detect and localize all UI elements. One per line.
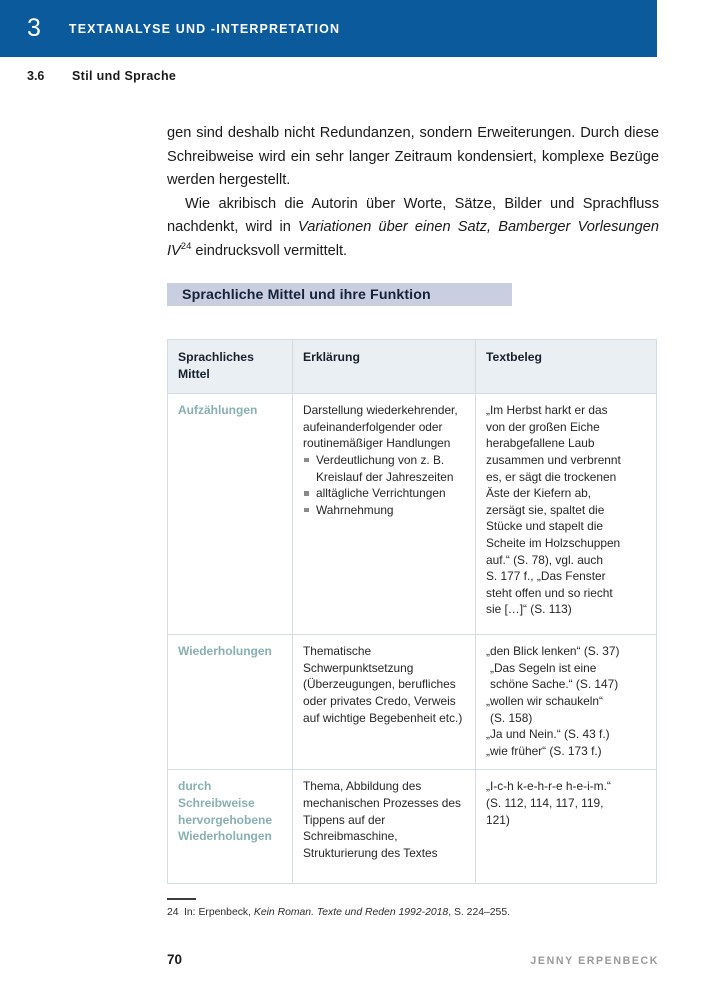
explanation-intro: Thematische Schwerpunktsetzung (Überzeugungen, berufliches oder privates Credo, Verweis auf wichtige Begebenheit etc.) <box>303 644 463 725</box>
list-item <box>303 452 465 485</box>
evidence-lines <box>486 402 646 618</box>
evidence-line: „wie früher“ (S. 173 f.) <box>486 743 602 758</box>
footnote-title-italic: Kein Roman. Texte und Reden 1992-2018 <box>253 907 449 918</box>
footnote-text-after: , S. 224–255. <box>448 907 511 918</box>
square-bullet-icon <box>304 458 309 463</box>
row-explanation <box>293 770 476 884</box>
info-box-heading <box>167 283 512 306</box>
chapter-header-bar <box>0 0 657 57</box>
paragraph-2-tail: eindrucksvoll vermittelt. <box>191 242 348 259</box>
evidence-line: „den Blick lenken“ (S. 37) <box>486 644 620 659</box>
square-bullet-icon <box>304 491 309 496</box>
row-explanation <box>293 394 476 635</box>
sprachliche-mittel-table <box>167 339 657 884</box>
list-item-label: Wahrnehmung <box>316 502 394 517</box>
paragraph-2-lead: Wie akribisch die Autorin über Worte, Sätze, Bilder und Sprachfluss nachdenkt, wird in <box>167 195 659 235</box>
body-text-column <box>167 122 659 263</box>
evidence-line: auf.“ (S. 78), vgl. auch <box>486 552 603 567</box>
list-item <box>303 485 465 502</box>
chapter-title: TEXTANALYSE UND -INTERPRETATION <box>68 21 341 36</box>
list-item <box>303 502 465 519</box>
paragraph-1: gen sind deshalb nicht Redundanzen, sondern Erweiterungen. Durch diese Schreibweise wird ein sehr langer Zeitraum kondensiert, komplexe Bezüge werden hergestellt. <box>167 125 659 188</box>
column-header-textbeleg: Textbeleg <box>476 340 657 394</box>
evidence-line: sie […]“ (S. 113) <box>486 602 572 617</box>
row-term: durch Schreibweise hervorgehobene Wiederholungen <box>168 770 293 884</box>
row-term: Wiederholungen <box>168 635 293 770</box>
evidence-line: von der großen Eiche <box>486 419 600 434</box>
column-header-sprachliches-mittel: Sprachliches Mittel <box>168 340 293 394</box>
evidence-line: (S. 158) <box>490 710 533 725</box>
row-evidence <box>476 635 657 770</box>
evidence-line: „Im Herbst harkt er das <box>486 403 608 418</box>
row-evidence <box>476 394 657 635</box>
evidence-line: „wollen wir schaukeln“ <box>486 693 603 708</box>
evidence-line: „Ja und Nein.“ (S. 43 f.) <box>486 727 610 742</box>
evidence-lines <box>486 643 646 759</box>
section-heading <box>27 69 176 83</box>
explanation-intro: Darstellung wiederkehrender, aufeinanderfolgender oder routinemäßiger Handlungen <box>303 403 458 451</box>
evidence-line: 121) <box>486 812 510 827</box>
evidence-line: zersägt sie, spaltet die <box>486 502 605 517</box>
table-row <box>168 770 657 884</box>
evidence-line: Scheite im Holzschuppen <box>486 535 621 550</box>
footnote-marker: 24 <box>180 240 192 252</box>
evidence-line: „Das Segeln ist eine <box>490 660 597 675</box>
page-number: 70 <box>167 952 183 967</box>
evidence-line: herabgefallene Laub <box>486 436 595 451</box>
section-title: Stil und Sprache <box>72 69 177 83</box>
evidence-line: S. 177 f., „Das Fenster <box>486 569 606 584</box>
footnote-separator-rule <box>167 898 196 900</box>
row-evidence <box>476 770 657 884</box>
row-explanation <box>293 635 476 770</box>
table-row <box>168 394 657 635</box>
evidence-line: zusammen und verbrennt <box>486 452 621 467</box>
row-term: Aufzählungen <box>168 394 293 635</box>
evidence-line: Stücke und stapelt die <box>486 519 604 534</box>
evidence-line: Äste der Kiefern ab, <box>486 486 592 501</box>
evidence-line: es, er sägt die trockenen <box>486 469 617 484</box>
table-row <box>168 635 657 770</box>
list-item-label: Verdeutlichung von z. B. Kreislauf der Jahreszeiten <box>316 452 454 484</box>
footnote <box>167 906 659 920</box>
footnote-text-before: In: Erpenbeck, <box>184 907 254 918</box>
column-header-erklaerung: Erklärung <box>293 340 476 394</box>
section-number: 3.6 <box>27 69 45 83</box>
table-header-row <box>168 340 657 394</box>
chapter-number: 3 <box>27 14 41 42</box>
footnote-number: 24 <box>167 907 179 918</box>
square-bullet-icon <box>304 508 309 513</box>
explanation-bullet-list <box>303 452 465 518</box>
info-box-heading-label: Sprachliche Mittel und ihre Funktion <box>182 286 431 303</box>
evidence-line: „I-c-h k-e-h-r-e h-e-i-m.“ <box>486 779 611 794</box>
evidence-line: steht offen und so riecht <box>486 585 613 600</box>
list-item-label: alltägliche Verrichtungen <box>316 486 446 501</box>
running-head: JENNY ERPENBECK <box>530 955 659 967</box>
work-title-italic: Variationen über einen Satz, Bamberger Vorlesungen IV <box>167 219 659 259</box>
paragraph-2 <box>167 193 659 264</box>
explanation-intro: Thema, Abbildung des mechanischen Prozesses des Tippens auf der Schreibmaschine, Strukturierung des Textes <box>303 779 461 860</box>
evidence-line: schöne Sache.“ (S. 147) <box>490 677 619 692</box>
evidence-line: (S. 112, 114, 117, 119, <box>486 795 604 810</box>
evidence-lines <box>486 778 646 828</box>
